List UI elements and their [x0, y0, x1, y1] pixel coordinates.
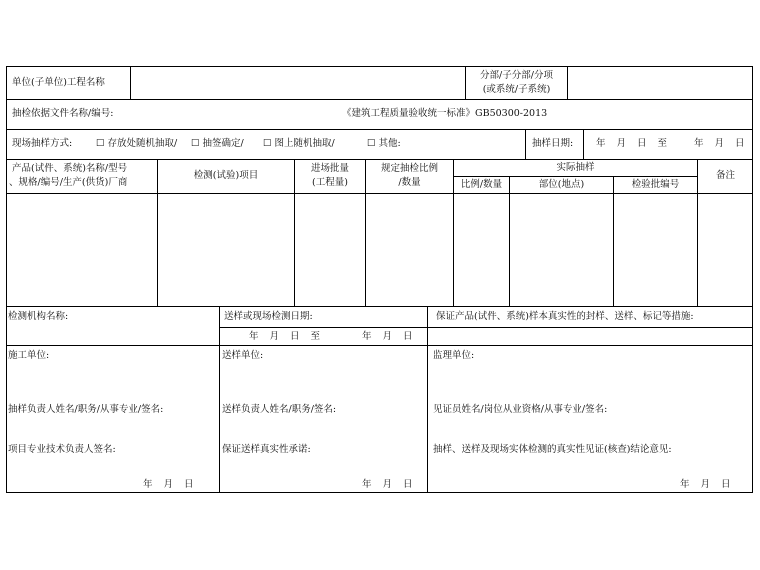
authenticity-pledge-label: 保证送样真实性承诺: — [222, 444, 311, 455]
sampling-method-label: 现场抽样方式: — [12, 138, 73, 149]
row-divider — [453, 176, 697, 177]
col-divider — [583, 129, 584, 159]
row-divider — [6, 129, 753, 130]
col-divider — [525, 129, 526, 159]
delivery-date-end: 年 月 日 — [362, 331, 413, 342]
row-divider — [6, 193, 753, 194]
test-item-header: 检测(试验)项目 — [193, 170, 259, 181]
option-random-drawing: ☐ 图上随机抽取/ — [263, 138, 335, 149]
actual-sampling-header: 实际抽样 — [556, 162, 595, 173]
product-header-line1: 产品(试件、系统)名称/型号 — [12, 163, 128, 174]
sampling-record-form — [6, 66, 753, 493]
col-divider — [427, 306, 428, 493]
supervisor-sign-date: 年 月 日 — [680, 479, 731, 490]
basis-document-value: 《建筑工程质量验收统一标准》GB50300-2013 — [342, 108, 548, 119]
unit-project-label: 单位(子单位)工程名称 — [12, 77, 105, 88]
authenticity-measures-label: 保证产品(试件、系统)样本真实性的封样、送样、标记等措施: — [436, 311, 694, 322]
subdivision-label-line1: 分部/子分部/分项 — [480, 70, 553, 81]
sampler-signature-label: 抽样负责人姓名/职务/从事专业/签名: — [8, 404, 164, 415]
ratio-header-line1: 规定抽检比例 — [380, 163, 438, 174]
option-lottery: ☐ 抽签确定/ — [191, 138, 244, 149]
remarks-header: 备注 — [715, 170, 735, 181]
sub-ratio-header: 比例/数量 — [460, 179, 503, 190]
row-divider — [219, 327, 753, 328]
sender-unit-label: 送样单位: — [222, 350, 264, 361]
col-divider — [219, 306, 220, 493]
witness-signature-label: 见证员姓名/岗位从业资格/从事专业/签名: — [433, 404, 608, 415]
witness-opinion-label: 抽样、送样及现场实体检测的真实性见证(核查)结论意见: — [433, 444, 672, 455]
subdivision-label-line2: (或系统/子系统) — [482, 84, 551, 95]
option-random-storage: ☐ 存放处随机抽取/ — [96, 138, 178, 149]
sampling-date-label: 抽样日期: — [532, 138, 574, 149]
sampling-date-end: 年 月 日 — [694, 138, 745, 149]
row-divider — [6, 306, 753, 307]
col-divider — [567, 66, 568, 99]
construction-sign-date: 年 月 日 — [143, 479, 194, 490]
basis-document-label: 抽检依据文件名称/编号: — [12, 108, 114, 119]
delivery-date-range: 年 月 日 至 — [249, 331, 321, 342]
delivery-date-label: 送样或现场检测日期: — [224, 311, 313, 322]
sub-batch-no-header: 检验批编号 — [631, 179, 680, 190]
batch-header-line2: (工程量) — [312, 177, 348, 188]
construction-unit-label: 施工单位: — [8, 350, 50, 361]
supervisor-unit-label: 监理单位: — [433, 350, 475, 361]
option-other: ☐ 其他: — [367, 138, 401, 149]
row-divider — [6, 345, 753, 346]
sampling-date-range: 年 月 日 至 — [596, 138, 668, 149]
lab-name-label: 检测机构名称: — [8, 311, 69, 322]
sender-signature-label: 送样负责人姓名/职务/签名: — [222, 404, 337, 415]
row-divider — [6, 99, 753, 100]
sender-sign-date: 年 月 日 — [362, 479, 413, 490]
row-divider — [6, 159, 753, 160]
col-divider — [130, 66, 131, 99]
batch-header-line1: 进场批量 — [310, 163, 349, 174]
form-border — [6, 66, 753, 493]
ratio-header-line2: /数量 — [398, 177, 421, 188]
sub-location-header: 部位(地点) — [538, 179, 585, 190]
product-header-line2: 、规格/编号/生产(供货)厂商 — [9, 177, 128, 188]
tech-lead-signature-label: 项目专业技术负责人签名: — [8, 444, 116, 455]
col-divider — [509, 176, 510, 306]
col-divider — [613, 176, 614, 306]
